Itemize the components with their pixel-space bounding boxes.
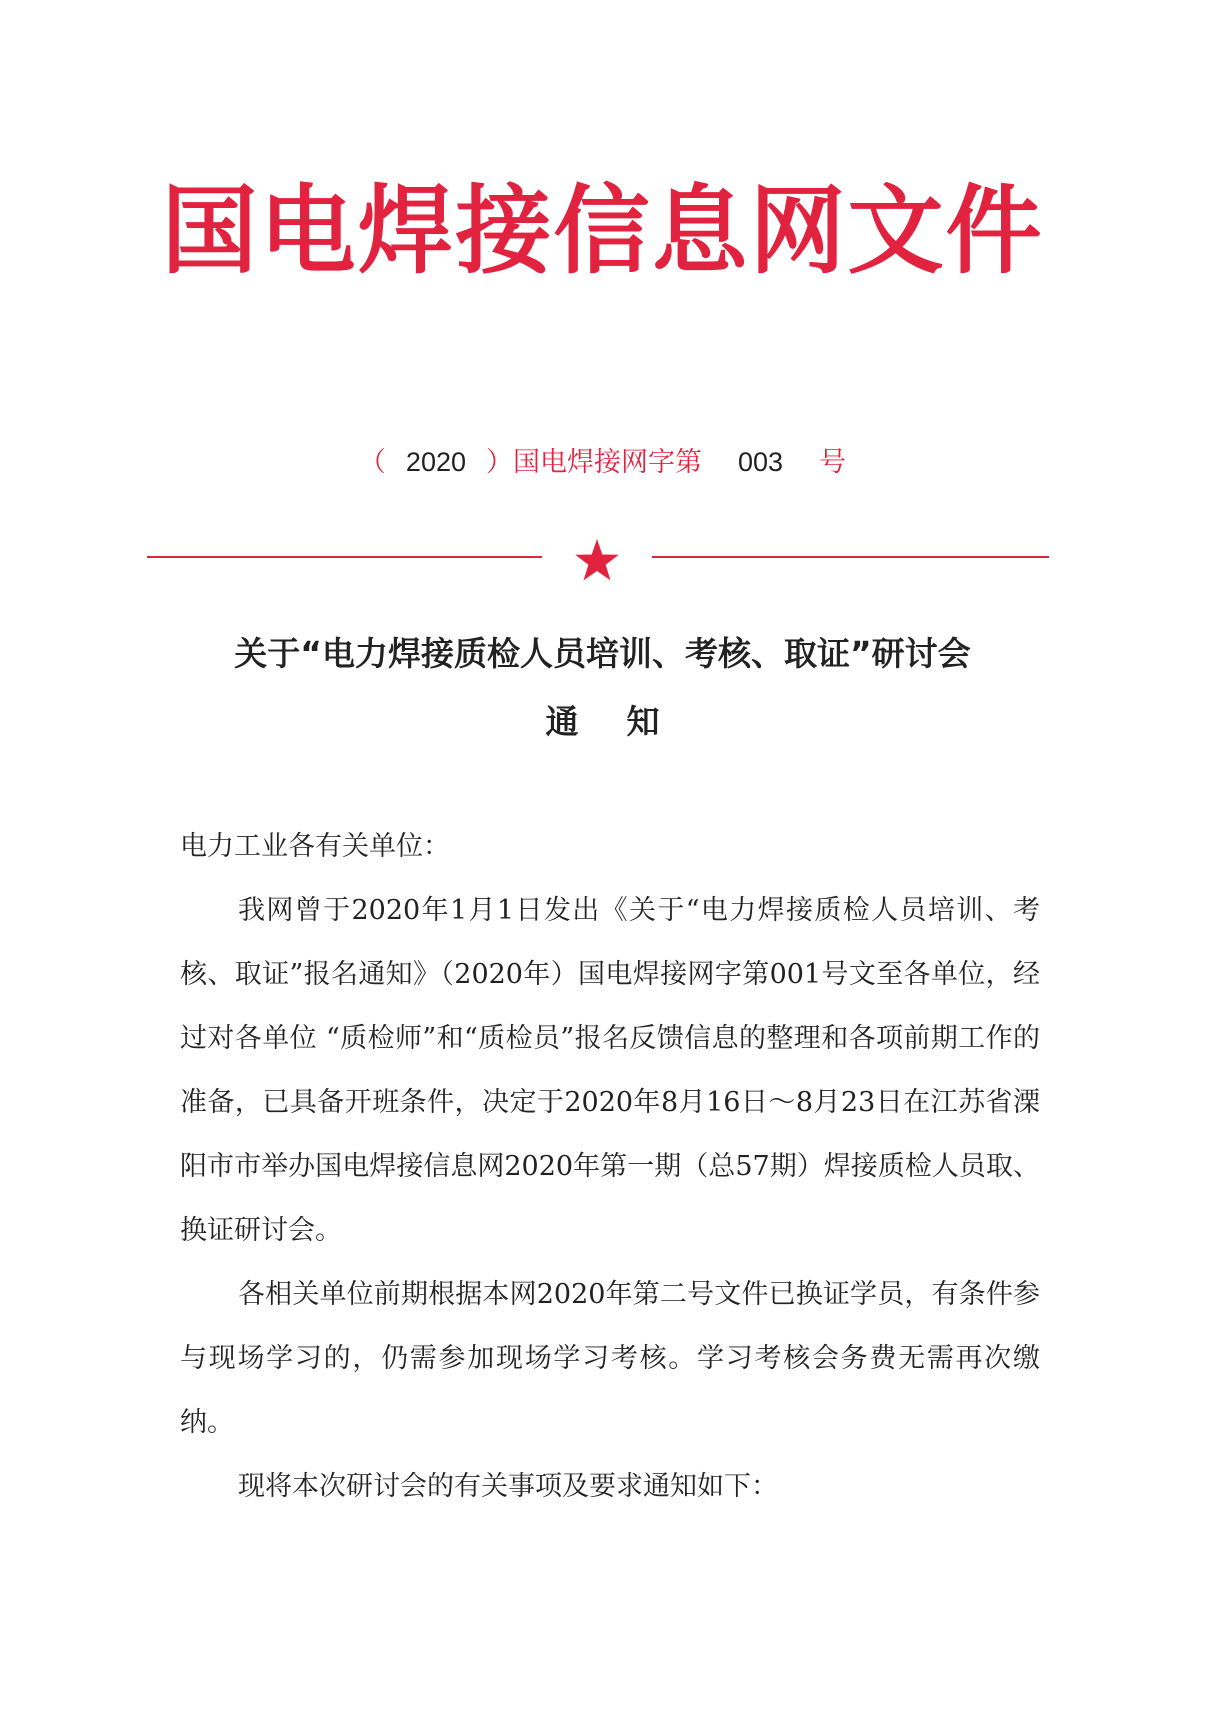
notice-title: 关于“电力焊接质检人员培训、考核、取证”研讨会 (234, 634, 971, 673)
notice-body (180, 815, 1040, 1519)
divider-line-right (652, 556, 1049, 558)
star-icon (574, 538, 620, 582)
body-paragraph: 现将本次研讨会的有关事项及要求通知如下： (238, 1471, 778, 1502)
doc-number-open-paren: （ (358, 447, 386, 478)
masthead-title: 国电焊接信息网文件 (161, 174, 1044, 287)
divider-line-left (147, 556, 542, 558)
doc-number-value: 003 (738, 447, 784, 477)
salutation: 电力工业各有关单位： (180, 831, 450, 862)
red-divider (147, 538, 1049, 578)
notice-subtitle: 通知 (545, 702, 708, 741)
body-paragraph: 各相关单位前期根据本网2020年第二号文件已换证学员，有条件参与现场学习的，仍需参加现场学习考核。学习考核会务费无需再次缴纳。 (180, 1279, 1040, 1438)
doc-number-suffix: 号 (819, 447, 847, 478)
doc-number-close-paren: ） (486, 447, 513, 478)
doc-number-year: 2020 (405, 447, 466, 477)
body-paragraph: 我网曾于2020年1月1日发出《关于“电力焊接质检人员培训、考核、取证”报名通知》（2020年）国电焊接网字第001号文至各单位，经过对各单位 “质检师”和“质检员”报名反馈信息的整理和各项前期工作的准备，已具备开班条件，决定于2020年8月16日～8月23日在江苏省溧阳市市举办国电焊接信息网2020年第一期（总57期）焊接质检人员取、换证研讨会。 (180, 895, 1040, 1246)
document-number (0, 440, 1205, 479)
doc-number-prefix: 国电焊接网字第 (513, 447, 702, 478)
